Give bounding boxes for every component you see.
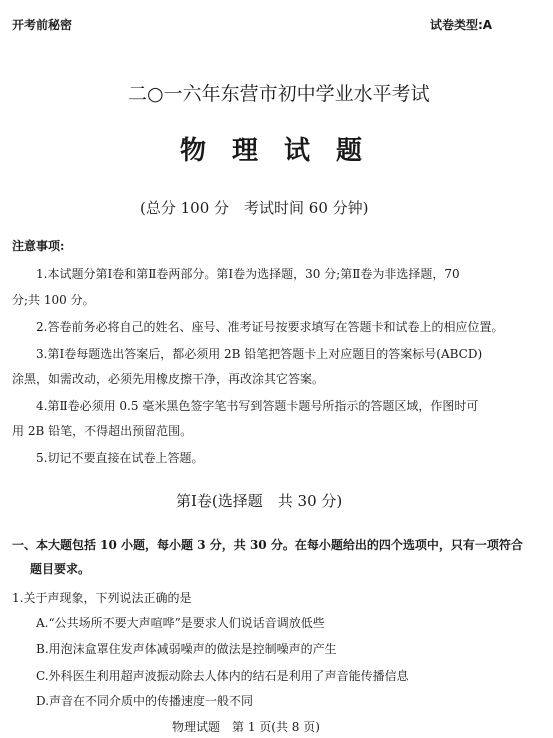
note-5: 5.切记不要直接在试卷上答题。 bbox=[36, 451, 204, 465]
question-1-option-b: B.用泡沫盒罩住发声体减弱噪声的做法是控制噪声的产生 bbox=[36, 642, 337, 656]
notes-heading: 注意事项: bbox=[12, 239, 65, 253]
question-1-option-d: D.声音在不同介质中的传播速度一般不同 bbox=[36, 694, 254, 708]
section-title: 第Ⅰ卷(选择题 共 30 分) bbox=[176, 492, 343, 510]
paper-type-label: 试卷类型:A bbox=[430, 18, 493, 32]
section-instruction-line-1: 一、本大题包括 10 小题，每小题 3 分，共 30 分。在每小题给出的四个选项中，只有一项符合 bbox=[12, 538, 523, 552]
page-footer: 物理试题 第 1 页(共 8 页) bbox=[172, 720, 320, 734]
note-3-line-2: 涂黑，如需改动，必须先用橡皮擦干净，再改涂其它答案。 bbox=[12, 372, 325, 386]
section-instruction-line-2: 题目要求。 bbox=[30, 562, 91, 576]
exam-meta: (总分 100 分 考试时间 60 分钟) bbox=[140, 199, 369, 217]
note-4-line-1: 4.第Ⅱ卷必须用 0.5 毫米黑色签字笔书写到答题卡题号所指示的答题区域，作图时可 bbox=[36, 399, 479, 413]
question-1-stem: 1.关于声现象，下列说法正确的是 bbox=[12, 591, 192, 605]
note-3-line-1: 3.第Ⅰ卷每题选出答案后，都必须用 2B 铅笔把答题卡上对应题目的答案标号(ABCD) bbox=[36, 347, 483, 361]
secrecy-label: 开考前秘密 bbox=[12, 18, 73, 32]
note-2: 2.答卷前务必将自己的姓名、座号、准考证号按要求填写在答题卡和试卷上的相应位置。 bbox=[36, 320, 504, 334]
question-1-option-a: A.“公共场所不要大声喧哗”是要求人们说话音调放低些 bbox=[36, 616, 325, 630]
subject-title: 物 理 试 题 bbox=[180, 136, 363, 166]
note-1-line-2: 分;共 100 分。 bbox=[12, 293, 95, 307]
note-4-line-2: 用 2B 铅笔，不得超出预留范围。 bbox=[12, 424, 193, 438]
note-1-line-1: 1.本试题分第Ⅰ卷和第Ⅱ卷两部分。第Ⅰ卷为选择题，30 分;第Ⅱ卷为非选择题，70 bbox=[36, 267, 460, 281]
exam-title: 二○一六年东营市初中学业水平考试 bbox=[128, 83, 430, 105]
question-1-option-c: C.外科医生利用超声波振动除去人体内的结石是利用了声音能传播信息 bbox=[36, 669, 409, 683]
